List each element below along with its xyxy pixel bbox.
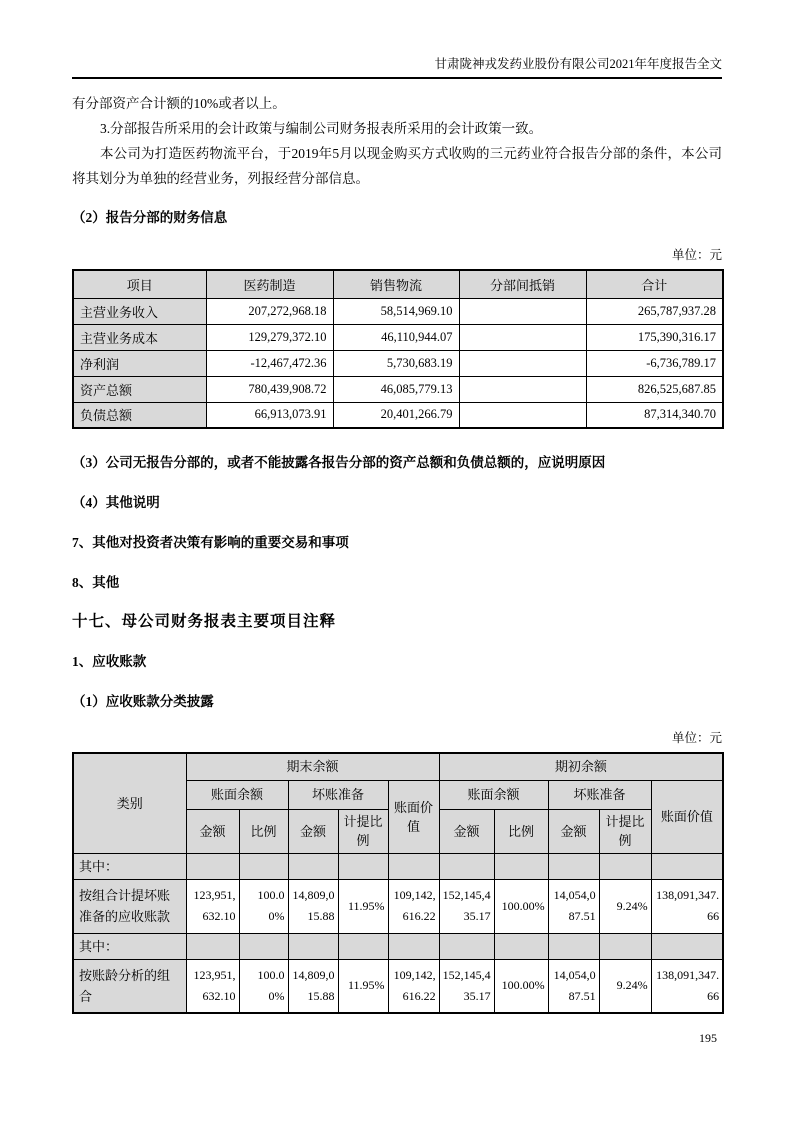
table2-value-cell: 9.24% [599, 879, 651, 933]
table2-header-amount-begin: 金额 [439, 809, 494, 853]
table1-value-cell: 780,439,908.72 [206, 376, 333, 402]
table1-row-label: 主营业务收入 [73, 298, 206, 324]
table2-value-cell [288, 853, 338, 879]
table1-value-cell: 265,787,937.28 [586, 298, 723, 324]
table2-value-cell [388, 853, 439, 879]
table2-value-cell [651, 933, 723, 959]
unit-label-table1: 单位：元 [671, 248, 722, 262]
heading-segment-financial-info: （2）报告分部的财务信息 [72, 210, 228, 225]
table2-value-cell [439, 933, 494, 959]
table1-header-cell: 合计 [586, 270, 723, 298]
table2-value-cell: 138,091,347.66 [651, 879, 723, 933]
table1-row [73, 324, 723, 350]
table1-header-cell: 销售物流 [333, 270, 459, 298]
heading-other-notes: （4）其他说明 [72, 495, 160, 510]
table2-value-cell: 138,091,347.66 [651, 959, 723, 1013]
table1-row-label: 净利润 [73, 350, 206, 376]
table2-header-provision-amount-begin: 金额 [548, 809, 599, 853]
table2-subheader-row [73, 933, 723, 959]
table2-value-cell [388, 933, 439, 959]
table2-row-label: 按组合计提坏账准备的应收账款 [73, 879, 186, 933]
table2-value-cell: 100.00% [239, 879, 288, 933]
table2-value-cell: 152,145,435.17 [439, 879, 494, 933]
paragraph-accounting-policy: 3.分部报告所采用的会计政策与编制公司财务报表所采用的会计政策一致。 [100, 121, 543, 136]
table1-row [73, 402, 723, 428]
table2-row-label: 按账龄分析的组合 [73, 959, 186, 1013]
table1-header-cell: 分部间抵销 [459, 270, 586, 298]
table2-value-cell: 109,142,616.22 [388, 879, 439, 933]
table2-value-cell: 14,054,087.51 [548, 959, 599, 1013]
table2-value-cell [186, 933, 239, 959]
table2-value-cell [548, 853, 599, 879]
paragraph-segment-threshold: 有分部资产合计额的10%或者以上。 [72, 96, 286, 111]
table2-value-cell [494, 853, 548, 879]
table1-header-cell: 项目 [73, 270, 206, 298]
table2-value-cell [494, 933, 548, 959]
table2-header-row-1 [73, 753, 723, 780]
table2-header-provision-ratio-begin: 计提比例 [599, 809, 651, 853]
table2-header-ratio-begin: 比例 [494, 809, 548, 853]
table1-value-cell: 20,401,266.79 [333, 402, 459, 428]
segment-financial-table [72, 269, 724, 429]
unit-label-table2: 单位：元 [671, 731, 722, 745]
page-number: 195 [699, 1031, 717, 1045]
table1-row-label: 主营业务成本 [73, 324, 206, 350]
report-title: 甘肃陇神戎发药业股份有限公司2021年年度报告全文 [434, 57, 722, 71]
table2-header-ratio-end: 比例 [239, 809, 288, 853]
table2-data-row [73, 879, 723, 933]
table1-value-cell [459, 402, 586, 428]
table2-value-cell [186, 853, 239, 879]
table1-row [73, 298, 723, 324]
table1-value-cell: 826,525,687.85 [586, 376, 723, 402]
heading-parent-company-notes: 十七、母公司财务报表主要项目注释 [72, 613, 337, 630]
table1-value-cell: 58,514,969.10 [333, 298, 459, 324]
table2-header-book-value-end: 账面价值 [388, 780, 439, 853]
table2-value-cell [288, 933, 338, 959]
table2-value-cell [439, 853, 494, 879]
table2-value-cell: 123,951,632.10 [186, 879, 239, 933]
table2-value-cell: 14,809,015.88 [288, 879, 338, 933]
table2-value-cell [599, 853, 651, 879]
heading-other-important-transactions: 7、其他对投资者决策有影响的重要交易和事项 [72, 535, 349, 550]
table2-value-cell: 11.95% [338, 959, 388, 1013]
table2-header-book-balance-begin: 账面余额 [439, 780, 548, 809]
table1-value-cell: 46,110,944.07 [333, 324, 459, 350]
heading-no-segment-reason: （3）公司无报告分部的，或者不能披露各报告分部的资产总额和负债总额的，应说明原因 [72, 455, 606, 470]
table1-value-cell: 207,272,968.18 [206, 298, 333, 324]
table2-header-book-balance-end: 账面余额 [186, 780, 288, 809]
table2-header-provision-ratio-end: 计提比例 [338, 809, 388, 853]
table1-value-cell: 129,279,372.10 [206, 324, 333, 350]
table1-value-cell: -12,467,472.36 [206, 350, 333, 376]
table2-row-label: 其中： [73, 853, 186, 879]
table2-value-cell: 14,809,015.88 [288, 959, 338, 1013]
table2-header-beginning-balance: 期初余额 [439, 753, 723, 780]
table1-value-cell: 175,390,316.17 [586, 324, 723, 350]
table1-value-cell [459, 350, 586, 376]
heading-ar-classification: （1）应收账款分类披露 [72, 694, 214, 709]
table2-header-category: 类别 [73, 753, 186, 853]
table2-subheader-row [73, 853, 723, 879]
table2-value-cell [599, 933, 651, 959]
table1-value-cell: 87,314,340.70 [586, 402, 723, 428]
heading-other: 8、其他 [72, 575, 120, 590]
table2-value-cell: 123,951,632.10 [186, 959, 239, 1013]
table1-row-label: 资产总额 [73, 376, 206, 402]
table1-header-row [73, 270, 723, 298]
heading-accounts-receivable: 1、应收账款 [72, 654, 147, 669]
table2-value-cell: 100.00% [239, 959, 288, 1013]
paragraph-segment-platform: 本公司为打造医药物流平台，于2019年5月以现金购买方式收购的三元药业符合报告分部的条件，本公司将其划分为单独的经营业务，列报经营分部信息。 [72, 146, 722, 186]
table2-value-cell: 14,054,087.51 [548, 879, 599, 933]
table2-value-cell: 9.24% [599, 959, 651, 1013]
table2-header-book-value-begin: 账面价值 [651, 780, 723, 853]
table1-value-cell: 5,730,683.19 [333, 350, 459, 376]
table2-header-bad-debt-end: 坏账准备 [288, 780, 388, 809]
table1-value-cell [459, 376, 586, 402]
table2-value-cell: 100.00% [494, 879, 548, 933]
table2-value-cell: 11.95% [338, 879, 388, 933]
table1-value-cell: -6,736,789.17 [586, 350, 723, 376]
page-header [72, 56, 722, 79]
table2-value-cell [548, 933, 599, 959]
table2-header-bad-debt-begin: 坏账准备 [548, 780, 651, 809]
table1-value-cell: 46,085,779.13 [333, 376, 459, 402]
table1-value-cell [459, 324, 586, 350]
table2-row-label: 其中： [73, 933, 186, 959]
accounts-receivable-table [72, 752, 724, 1014]
table2-data-row [73, 959, 723, 1013]
table1-row-label: 负债总额 [73, 402, 206, 428]
table1-row [73, 350, 723, 376]
table2-header-ending-balance: 期末余额 [186, 753, 439, 780]
table2-value-cell [651, 853, 723, 879]
table2-value-cell: 152,145,435.17 [439, 959, 494, 1013]
table1-header-cell: 医药制造 [206, 270, 333, 298]
table2-value-cell: 100.00% [494, 959, 548, 1013]
table2-header-provision-amount-end: 金额 [288, 809, 338, 853]
table2-value-cell [239, 933, 288, 959]
table1-value-cell [459, 298, 586, 324]
table2-value-cell [338, 933, 388, 959]
table2-header-amount-end: 金额 [186, 809, 239, 853]
table2-value-cell [338, 853, 388, 879]
table2-value-cell: 109,142,616.22 [388, 959, 439, 1013]
table2-value-cell [239, 853, 288, 879]
table1-value-cell: 66,913,073.91 [206, 402, 333, 428]
table1-row [73, 376, 723, 402]
